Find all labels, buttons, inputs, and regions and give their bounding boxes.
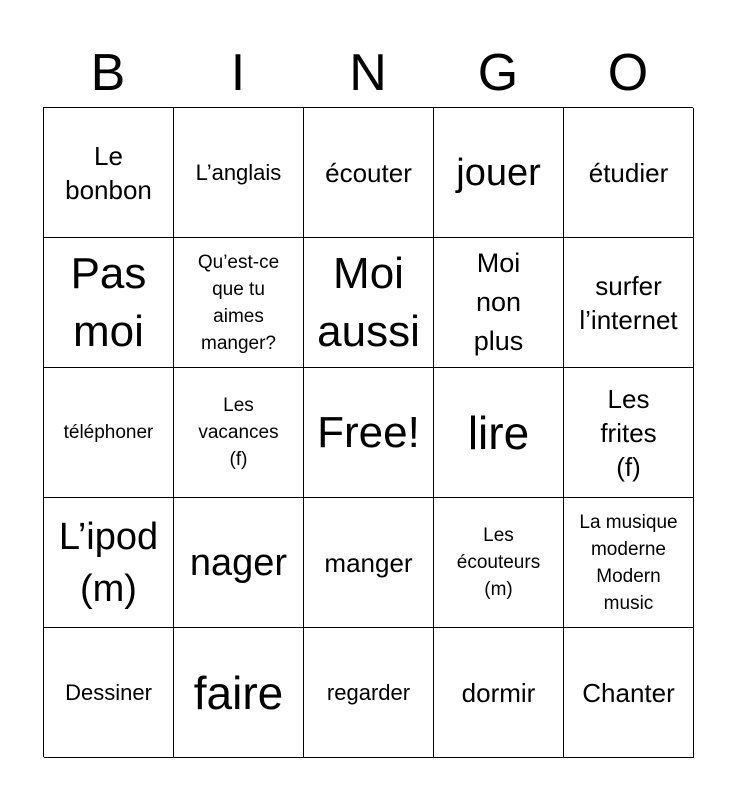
bingo-cell[interactable] xyxy=(304,368,434,498)
bingo-cell[interactable] xyxy=(434,368,564,498)
bingo-cell-text: jouer xyxy=(456,151,541,194)
bingo-cell[interactable] xyxy=(44,628,174,758)
bingo-cell-text: Qu’est-ce que tu aimes manger? xyxy=(197,251,280,354)
bingo-cell[interactable] xyxy=(564,628,694,758)
bingo-header xyxy=(43,38,693,108)
header-letter-i: I xyxy=(230,44,246,102)
bingo-cell[interactable] xyxy=(434,498,564,628)
bingo-cell[interactable] xyxy=(44,108,174,238)
bingo-cell[interactable] xyxy=(564,498,694,628)
bingo-cell[interactable] xyxy=(174,498,304,628)
bingo-cell-text: étudier xyxy=(588,157,669,188)
bingo-cell[interactable] xyxy=(174,238,304,368)
bingo-cell-text: Pas moi xyxy=(70,248,147,356)
bingo-cell[interactable] xyxy=(174,108,304,238)
bingo-cell[interactable] xyxy=(304,498,434,628)
bingo-cell-text: Dessiner xyxy=(65,680,152,705)
bingo-cell-text: Free! xyxy=(317,407,420,457)
bingo-grid xyxy=(43,107,693,757)
bingo-cell-text: dormir xyxy=(461,677,536,708)
bingo-cell[interactable] xyxy=(564,108,694,238)
bingo-cell-text: Les vacances (f) xyxy=(198,395,279,470)
bingo-cell-text: Moi aussi xyxy=(317,248,420,356)
bingo-cell-text: Les frites (f) xyxy=(600,383,657,482)
bingo-cell[interactable] xyxy=(434,628,564,758)
bingo-cell[interactable] xyxy=(174,368,304,498)
bingo-cell-text: manger xyxy=(324,547,413,578)
header-letter-g: G xyxy=(477,44,519,102)
bingo-cell[interactable] xyxy=(304,628,434,758)
bingo-cell[interactable] xyxy=(44,368,174,498)
header-letter-o: O xyxy=(607,44,649,102)
bingo-cell[interactable] xyxy=(564,368,694,498)
bingo-cell[interactable] xyxy=(44,238,174,368)
bingo-cell-text: écouter xyxy=(325,157,412,188)
header-letter-n: N xyxy=(349,44,387,102)
bingo-cell-text: Moi non plus xyxy=(473,248,524,356)
bingo-cell[interactable] xyxy=(174,628,304,758)
bingo-cell-text: Chanter xyxy=(582,677,675,708)
bingo-cell-text: surfer l’internet xyxy=(579,270,678,335)
bingo-cell-text: lire xyxy=(467,406,530,459)
bingo-cell-text: faire xyxy=(193,666,284,719)
bingo-cell[interactable] xyxy=(434,238,564,368)
bingo-cell-text: L’ipod (m) xyxy=(58,515,159,610)
bingo-cell-text: La musique moderne Modern music xyxy=(579,511,678,614)
bingo-cell-text: nager xyxy=(189,541,288,584)
bingo-cell[interactable] xyxy=(434,108,564,238)
bingo-cell[interactable] xyxy=(564,238,694,368)
bingo-cell-text: regarder xyxy=(326,680,411,705)
bingo-cell[interactable] xyxy=(44,498,174,628)
bingo-cell-text: Le bonbon xyxy=(65,140,152,205)
bingo-cell[interactable] xyxy=(304,238,434,368)
bingo-cell-text: Les écouteurs (m) xyxy=(456,525,541,600)
bingo-cell-text: téléphoner xyxy=(63,422,154,443)
header-letter-b: B xyxy=(90,44,126,102)
bingo-cell[interactable] xyxy=(304,108,434,238)
bingo-cell-text: L’anglais xyxy=(195,160,282,185)
